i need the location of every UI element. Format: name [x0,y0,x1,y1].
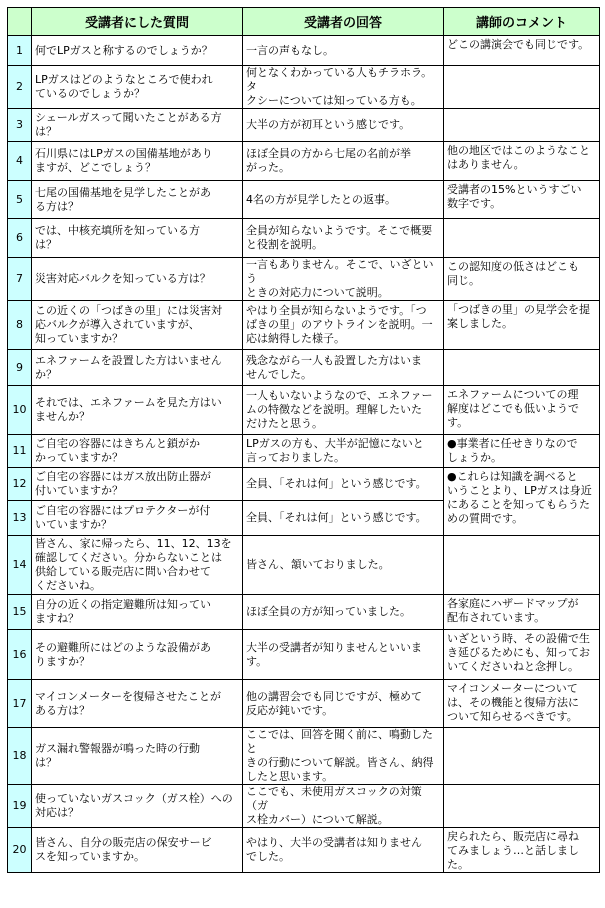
table-row [8,680,600,728]
question-cell: 災害対応バルクを知っている方は？ [32,258,243,301]
question-cell: ご自宅の容器にはきちんと鎖がか かっていますか？ [32,435,243,468]
question-cell: この近くの「つばきの里」には災害対 応バルクが導入されていますが、 知っていますか？ [32,301,243,350]
comment-cell: この認知度の低さはどこも 同じ。 [444,258,600,301]
question-cell: マイコンメーターを復帰させたことが ある方は？ [32,680,243,728]
answer-cell: 全員が知らないようです。そこで概要 と役割を説明。 [243,219,444,258]
comment-cell: いざという時、その設備で生 き延びるためにも、知ってお いてくださいねと念押し。 [444,630,600,680]
comment-cell: ●これらは知識を調べると いうことより、LPガスは身近 にあることを知ってもらうた めの質問です。 [444,468,600,536]
question-cell: シェールガスって聞いたことがある方 は？ [32,109,243,142]
question-cell: それでは、エネファームを見た方はい ませんか？ [32,386,243,435]
table-row [8,728,600,785]
question-cell: ガス漏れ警報器が鳴った時の行動 は？ [32,728,243,785]
table-row [8,109,600,142]
table-row [8,828,600,873]
row-number: 18 [8,728,32,785]
row-number: 7 [8,258,32,301]
answer-cell: 皆さん、頷いておりました。 [243,536,444,595]
answer-cell: ほぼ全員の方が知っていました。 [243,595,444,630]
question-cell: LPガスはどのようなところで使われ ているのでしょうか？ [32,66,243,109]
table-row [8,181,600,219]
answer-cell: 全員、「それは何」という感じです。 [243,501,444,536]
comment-cell: どこの講演会でも同じです。 [444,36,600,66]
comment-cell: 各家庭にハザードマップが 配布されています。 [444,595,600,630]
comment-cell [444,219,600,258]
header-question: 受講者にした質問 [32,8,243,36]
row-number: 16 [8,630,32,680]
table-row [8,301,600,350]
answer-cell: LPガスの方も、大半が記憶にないと 言っておりました。 [243,435,444,468]
question-cell: 皆さん、自分の販売店の保安サービ スを知っていますか。 [32,828,243,873]
header-row [8,8,600,36]
table-row [8,785,600,828]
header-comment: 講師のコメント [444,8,600,36]
row-number: 3 [8,109,32,142]
table-row [8,435,600,468]
comment-cell: 「つばきの里」の見学会を提 案しました。 [444,301,600,350]
comment-cell: 受講者の15%というすごい 数字です。 [444,181,600,219]
question-cell: 何でLPガスと称するのでしょうか？ [32,36,243,66]
answer-cell: 一言の声もなし。 [243,36,444,66]
answer-cell: やはり全員が知らないようです。「つ ばきの里」のアウトラインを説明。一 応は納得した様子。 [243,301,444,350]
comment-cell: 戻られたら、販売店に尋ね てみましょう…と話しました。 [444,828,600,873]
question-cell: その避難所にはどのような設備があ りますか？ [32,630,243,680]
question-cell: エネファームを設置した方はいません か？ [32,350,243,386]
answer-cell: ここでは、回答を聞く前に、鳴動したと きの行動について解説。皆さん、納得 したと思います。 [243,728,444,785]
row-number: 9 [8,350,32,386]
table-row [8,219,600,258]
table-row [8,36,600,66]
question-cell: 使っていないガスコック（ガス栓）への 対応は？ [32,785,243,828]
qa-sheet [7,7,600,873]
answer-cell: ここでも、未使用ガスコックの対策（ガ ス栓カバー）について解説。 [243,785,444,828]
row-number: 14 [8,536,32,595]
answer-cell: 全員、「それは何」という感じです。 [243,468,444,501]
question-cell: 石川県にはLPガスの国備基地があり ますが、どこでしょう？ [32,142,243,181]
header-answer: 受講者の回答 [243,8,444,36]
question-cell: 七尾の国備基地を見学したことがあ る方は？ [32,181,243,219]
row-number: 15 [8,595,32,630]
question-cell: 自分の近くの指定避難所は知ってい ますね？ [32,595,243,630]
table-row [8,386,600,435]
answer-cell: 他の講習会でも同じですが、極めて 反応が鈍いです。 [243,680,444,728]
comment-cell [444,350,600,386]
table-row [8,142,600,181]
row-number: 19 [8,785,32,828]
comment-cell [444,536,600,595]
table-row [8,536,600,595]
table-row [8,258,600,301]
table-body [8,36,600,873]
comment-cell: ●事業者に任せきりなので しょうか。 [444,435,600,468]
row-number: 10 [8,386,32,435]
row-number: 13 [8,501,32,536]
comment-cell [444,109,600,142]
comment-cell: エネファームについての理 解度はどこでも低いようで す。 [444,386,600,435]
answer-cell: 何となくわかっている人もチラホラ。タ クシーについては知っている方も。 [243,66,444,109]
row-number: 12 [8,468,32,501]
answer-cell: 残念ながら一人も設置した方はいま せんでした。 [243,350,444,386]
header-number [8,8,32,36]
row-number: 20 [8,828,32,873]
question-cell: ご自宅の容器にはプロテクターが付 いていますか？ [32,501,243,536]
comment-cell [444,66,600,109]
answer-cell: ほぼ全員の方から七尾の名前が挙 がった。 [243,142,444,181]
table-row [8,630,600,680]
answer-cell: やはり、大半の受講者は知りません でした。 [243,828,444,873]
row-number: 11 [8,435,32,468]
answer-cell: 一言もありません。そこで、いざという ときの対応力について説明。 [243,258,444,301]
row-number: 5 [8,181,32,219]
question-cell: 皆さん、家に帰ったら、11、12、13を 確認してください。分からないことは 供給している販売店に問い合わせて くださいね。 [32,536,243,595]
row-number: 1 [8,36,32,66]
comment-cell: マイコンメーターについて は、その機能と復帰方法に ついて知らせるべきです。 [444,680,600,728]
answer-cell: 一人もいないようなので、エネファー ムの特徴などを説明。理解したいた だけたと思う。 [243,386,444,435]
table-row [8,595,600,630]
row-number: 2 [8,66,32,109]
table-row [8,468,600,501]
row-number: 17 [8,680,32,728]
row-number: 4 [8,142,32,181]
comment-cell [444,728,600,785]
table-row [8,350,600,386]
comment-cell [444,785,600,828]
question-cell: ご自宅の容器にはガス放出防止器が 付いていますか？ [32,468,243,501]
question-cell: では、中核充填所を知っている方 は？ [32,219,243,258]
row-number: 8 [8,301,32,350]
comment-cell: 他の地区ではこのようなこと はありません。 [444,142,600,181]
answer-cell: 4名の方が見学したとの返事。 [243,181,444,219]
answer-cell: 大半の受講者が知りませんといいま す。 [243,630,444,680]
answer-cell: 大半の方が初耳という感じです。 [243,109,444,142]
table-row [8,66,600,109]
qa-table [7,7,600,873]
row-number: 6 [8,219,32,258]
